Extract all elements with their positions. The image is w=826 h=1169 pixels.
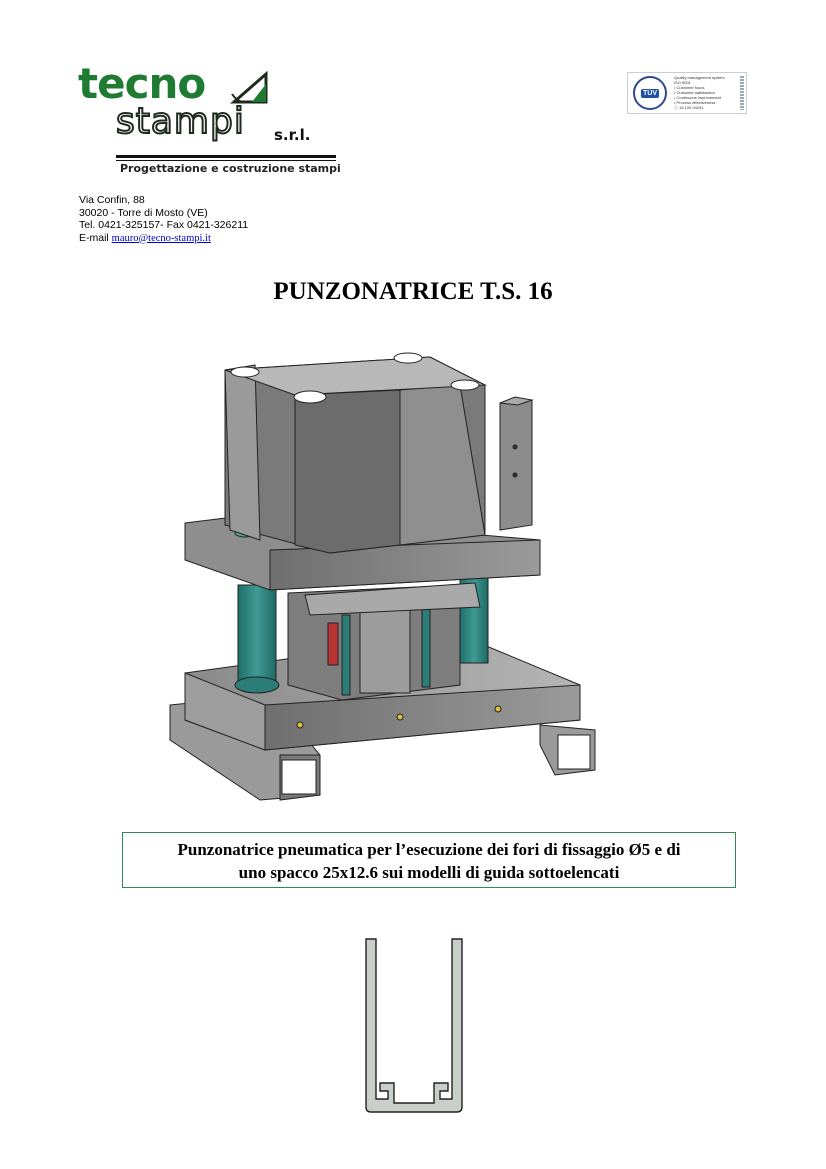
company-address (79, 194, 248, 245)
guide-profile-image (360, 935, 468, 1115)
logo-word-stampi: stampi (116, 101, 245, 142)
page-title: PUNZONATRICE T.S. 16 (273, 278, 553, 305)
logo-divider (116, 155, 336, 158)
punching-machine-image (160, 345, 610, 805)
logo-suffix: s.r.l. (274, 126, 311, 144)
email-label: E-mail (79, 231, 112, 244)
tuv-certification-icon (633, 76, 667, 110)
description-box (122, 832, 736, 888)
cert-badge-label: TÜV (643, 89, 657, 97)
description-line-1: Punzonatrice pneumatica per l’esecuzione dei fori di fissaggio Ø5 e di (177, 840, 681, 859)
logo-word-tecno: tecno (78, 59, 206, 108)
address-phone: Tel. 0421-325157- Fax 0421-326211 (79, 219, 249, 231)
company-logo (78, 59, 341, 180)
logo-tagline: Progettazione e costruzione stampi (120, 162, 341, 175)
address-street: Via Confin, 88 (79, 194, 145, 206)
address-email-line (79, 232, 248, 246)
certification-badge (627, 72, 747, 114)
email-link[interactable]: mauro@tecno-stampi.it (111, 232, 211, 244)
cert-side-strip (740, 76, 744, 110)
address-city: 30020 - Torre di Mosto (VE) (79, 206, 208, 219)
cert-text: Quality management system ISO 9001 • Customer focus • Customer satisfaction • Continuous improvement • Process effectiveness ⓘ 15 100 04291 (674, 75, 725, 110)
logo-divider-thin (116, 160, 336, 161)
description-line-2: uno spacco 25x12.6 sui modelli di guida sottoelencati (238, 863, 620, 882)
